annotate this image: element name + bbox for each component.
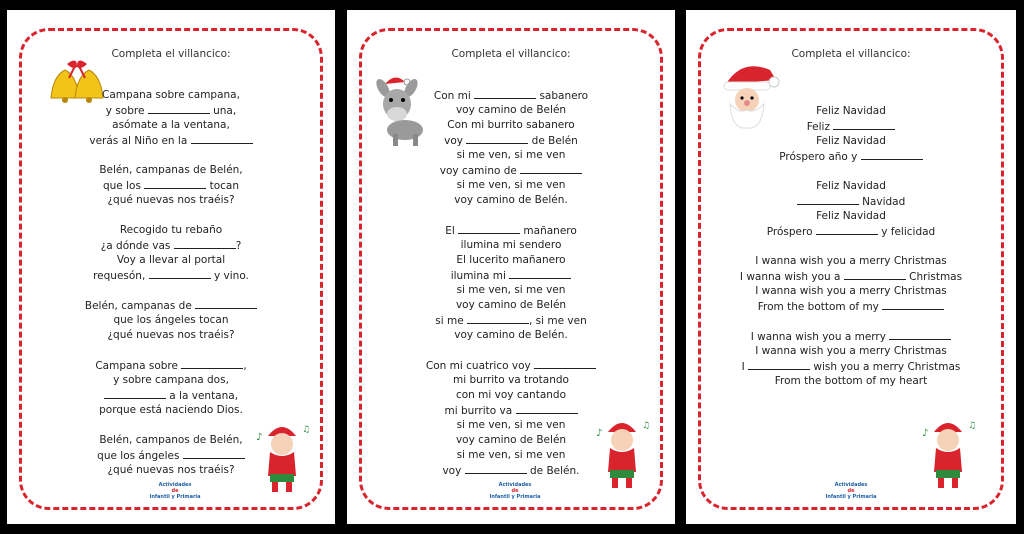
lyric-text: voy camino de Belén	[455, 434, 567, 446]
fill-in-blank[interactable]	[882, 299, 944, 310]
lyric-text: si me ven, si me ven	[456, 449, 566, 461]
lyric-text: Próspero año y	[779, 151, 861, 163]
stanza-gap	[347, 208, 675, 223]
lyric-text: si me	[435, 315, 467, 327]
lyric-line	[7, 88, 335, 103]
lyric-text: Feliz Navidad	[816, 135, 886, 147]
lyric-text: y sobre campana dos,	[113, 374, 229, 386]
lyric-text: porque está naciendo Dios.	[99, 404, 243, 416]
lyric-text: requesón,	[93, 270, 149, 282]
lyric-text: I wanna wish you a merry Christmas	[755, 255, 947, 267]
fill-in-blank[interactable]	[833, 119, 895, 130]
lyric-text: voy camino de Belén	[455, 299, 567, 311]
svg-text:♪: ♪	[596, 428, 603, 439]
lyric-text: Con mi burrito sabanero	[447, 119, 575, 131]
lyric-text: Voy a llevar al portal	[116, 254, 226, 266]
lyric-line	[7, 223, 335, 238]
lyric-line	[347, 268, 675, 283]
lyric-line	[347, 358, 675, 373]
svg-text:♫: ♫	[968, 421, 977, 431]
fill-in-blank[interactable]	[104, 388, 166, 399]
lyric-line	[347, 133, 675, 148]
lyric-text: Feliz Navidad	[816, 105, 886, 117]
lyric-text: Belén, campanas de Belén,	[99, 164, 243, 176]
lyric-text: con mi voy cantando	[455, 389, 567, 401]
publisher-logo: Actividades de Infantil y Primaria	[825, 482, 877, 500]
lyric-text: ?	[235, 240, 242, 252]
lyric-line	[7, 163, 335, 178]
lyric-line	[347, 178, 675, 193]
publisher-logo: Actividades de Infantil y Primaria	[149, 482, 201, 500]
stanza-gap	[7, 343, 335, 358]
lyric-text: y felicidad	[877, 226, 936, 238]
lyric-line	[686, 344, 1016, 359]
lyric-line	[7, 193, 335, 208]
lyric-text: ilumina mi	[450, 270, 510, 282]
lyric-text: Próspero	[766, 226, 816, 238]
lyric-line	[686, 179, 1016, 194]
lyric-line	[686, 224, 1016, 239]
lyric-line	[347, 388, 675, 403]
lyric-text: Recogido tu rebaño	[119, 224, 223, 236]
svg-text:♪: ♪	[256, 432, 263, 443]
lyric-line	[686, 329, 1016, 344]
lyric-line	[686, 104, 1016, 119]
lyric-line	[686, 299, 1016, 314]
lyric-line	[686, 119, 1016, 134]
stanza-gap	[686, 164, 1016, 179]
lyric-text: ilumina mi sendero	[460, 239, 562, 251]
lyric-text: ¿qué nuevas nos traéis?	[107, 194, 235, 206]
lyric-line	[7, 268, 335, 283]
lyric-text: y vino.	[210, 270, 249, 282]
worksheet-page-3	[686, 10, 1016, 524]
lyric-line	[347, 103, 675, 118]
page-title: Completa el villancico:	[111, 48, 231, 60]
lyric-text: que los	[102, 180, 145, 192]
lyric-line	[7, 253, 335, 268]
lyric-text: que los ángeles tocan	[113, 314, 229, 326]
lyric-text: mañanero	[520, 225, 577, 237]
lyric-line	[7, 133, 335, 148]
lyric-line	[7, 358, 335, 373]
stanza-gap	[7, 283, 335, 298]
lyric-line	[347, 283, 675, 298]
lyric-line	[7, 313, 335, 328]
lyric-text: I wanna wish you a	[739, 271, 844, 283]
lyric-line	[347, 118, 675, 133]
lyric-text: I	[741, 361, 749, 373]
lyric-line	[7, 118, 335, 133]
lyric-text: que los ángeles	[97, 450, 183, 462]
svg-text:♫: ♫	[642, 421, 651, 431]
lyric-text: Campana sobre campana,	[102, 89, 240, 101]
singing-elf-icon	[918, 414, 978, 494]
lyric-text: ¿qué nuevas nos traéis?	[107, 329, 235, 341]
lyric-text: Feliz	[806, 121, 834, 133]
svg-text:♫: ♫	[302, 425, 311, 435]
fill-in-blank[interactable]	[148, 103, 210, 114]
lyric-line	[686, 359, 1016, 374]
lyric-text: una,	[209, 105, 237, 117]
fill-in-blank[interactable]	[195, 298, 257, 309]
fill-in-blank[interactable]	[509, 268, 571, 279]
lyric-line	[686, 269, 1016, 284]
lyric-text: voy camino de	[439, 165, 521, 177]
lyric-text: I wanna wish you a merry Christmas	[755, 285, 947, 297]
lyric-line	[7, 103, 335, 118]
fill-in-blank[interactable]	[474, 88, 536, 99]
lyric-text: Campana sobre	[95, 360, 182, 372]
lyric-text: de Belén	[528, 135, 578, 147]
lyric-text: si me ven, si me ven	[456, 284, 566, 296]
lyric-text: I wanna wish you a merry Christmas	[755, 345, 947, 357]
lyric-line	[686, 209, 1016, 224]
fill-in-blank[interactable]	[144, 178, 206, 189]
lyric-line	[7, 328, 335, 343]
lyric-line	[686, 194, 1016, 209]
lyric-text: ,	[243, 360, 247, 372]
fill-in-blank[interactable]	[516, 403, 578, 414]
stanza-gap	[686, 314, 1016, 329]
lyric-line	[686, 374, 1016, 389]
lyric-line	[347, 88, 675, 103]
lyric-line	[686, 284, 1016, 299]
publisher-logo: Actividades de Infantil y Primaria	[489, 482, 541, 500]
lyric-line	[7, 373, 335, 388]
lyric-line	[347, 253, 675, 268]
lyric-text: si me ven, si me ven	[456, 179, 566, 191]
fill-in-blank[interactable]	[181, 358, 243, 369]
lyric-line	[7, 238, 335, 253]
fill-in-blank[interactable]	[889, 329, 951, 340]
lyric-text: Belén, campanas de	[84, 300, 196, 312]
lyric-line	[347, 328, 675, 343]
singing-elf-icon	[592, 414, 652, 494]
lyric-line	[7, 388, 335, 403]
lyric-text: tocan	[206, 180, 240, 192]
lyric-text: From the bottom of my	[757, 301, 883, 313]
lyric-text: Con mi cuatrico voy	[425, 360, 535, 372]
lyric-text: de Belén.	[526, 465, 580, 477]
worksheet-page-2	[347, 10, 675, 524]
lyric-text: voy	[442, 465, 465, 477]
lyric-text: sabanero	[536, 90, 589, 102]
lyric-text: asómate a la ventana,	[112, 119, 230, 131]
worksheet-page-1	[7, 10, 335, 524]
stanza-gap	[686, 239, 1016, 254]
lyric-text: voy camino de Belén	[455, 104, 567, 116]
lyric-text: mi burrito va	[444, 405, 516, 417]
carol-lyrics	[686, 104, 1016, 389]
lyric-text: voy camino de Belén.	[454, 329, 568, 341]
lyric-text: Feliz Navidad	[816, 210, 886, 222]
lyric-text: y sobre	[105, 105, 148, 117]
lyric-line	[686, 149, 1016, 164]
page-title: Completa el villancico:	[451, 48, 571, 60]
lyric-text: Con mi	[433, 90, 475, 102]
lyric-line	[347, 313, 675, 328]
lyric-text: ¿a dónde vas	[100, 240, 174, 252]
fill-in-blank[interactable]	[458, 223, 520, 234]
lyric-text: Belén, campanos de Belén,	[99, 434, 243, 446]
lyric-text: a la ventana,	[165, 390, 239, 402]
fill-in-blank[interactable]	[816, 224, 878, 235]
lyric-text: Navidad	[858, 196, 906, 208]
lyric-text: Feliz Navidad	[816, 180, 886, 192]
lyric-line	[347, 238, 675, 253]
fill-in-blank[interactable]	[191, 133, 253, 144]
fill-in-blank[interactable]	[174, 238, 236, 249]
lyric-line	[686, 254, 1016, 269]
singing-elf-icon	[252, 418, 312, 498]
lyric-text: El lucerito mañanero	[456, 254, 566, 266]
fill-in-blank[interactable]	[465, 463, 527, 474]
lyric-text: wish you a merry Christmas	[810, 361, 961, 373]
lyric-line	[347, 298, 675, 313]
stanza-gap	[7, 208, 335, 223]
fill-in-blank[interactable]	[534, 358, 596, 369]
lyric-text: I wanna wish you a merry	[750, 331, 890, 343]
fill-in-blank[interactable]	[861, 149, 923, 160]
lyric-text: From the bottom of my heart	[774, 375, 928, 387]
lyric-text: voy camino de Belén.	[454, 194, 568, 206]
lyric-text: , si me ven	[529, 315, 587, 327]
page-title: Completa el villancico:	[791, 48, 911, 60]
fill-in-blank[interactable]	[520, 163, 582, 174]
fill-in-blank[interactable]	[748, 359, 810, 370]
lyric-line	[347, 193, 675, 208]
lyric-line	[347, 163, 675, 178]
fill-in-blank[interactable]	[797, 194, 859, 205]
lyric-text: si me ven, si me ven	[456, 149, 566, 161]
stanza-gap	[347, 343, 675, 358]
lyric-line	[7, 178, 335, 193]
svg-text:♪: ♪	[922, 428, 929, 439]
lyric-text: El	[445, 225, 459, 237]
lyric-text: si me ven, si me ven	[456, 419, 566, 431]
lyric-text: voy	[444, 135, 467, 147]
lyric-line	[347, 373, 675, 388]
fill-in-blank[interactable]	[467, 313, 529, 324]
lyric-text: Christmas	[905, 271, 963, 283]
lyric-text: mi burrito va trotando	[453, 374, 569, 386]
lyric-line	[7, 403, 335, 418]
fill-in-blank[interactable]	[183, 448, 245, 459]
lyric-text: ¿qué nuevas nos traéis?	[107, 464, 235, 476]
lyric-text: verás al Niño en la	[89, 135, 191, 147]
fill-in-blank[interactable]	[844, 269, 906, 280]
lyric-line	[347, 148, 675, 163]
lyric-line	[7, 298, 335, 313]
lyric-line	[347, 223, 675, 238]
stanza-gap	[7, 148, 335, 163]
fill-in-blank[interactable]	[149, 268, 211, 279]
lyric-line	[686, 134, 1016, 149]
fill-in-blank[interactable]	[466, 133, 528, 144]
